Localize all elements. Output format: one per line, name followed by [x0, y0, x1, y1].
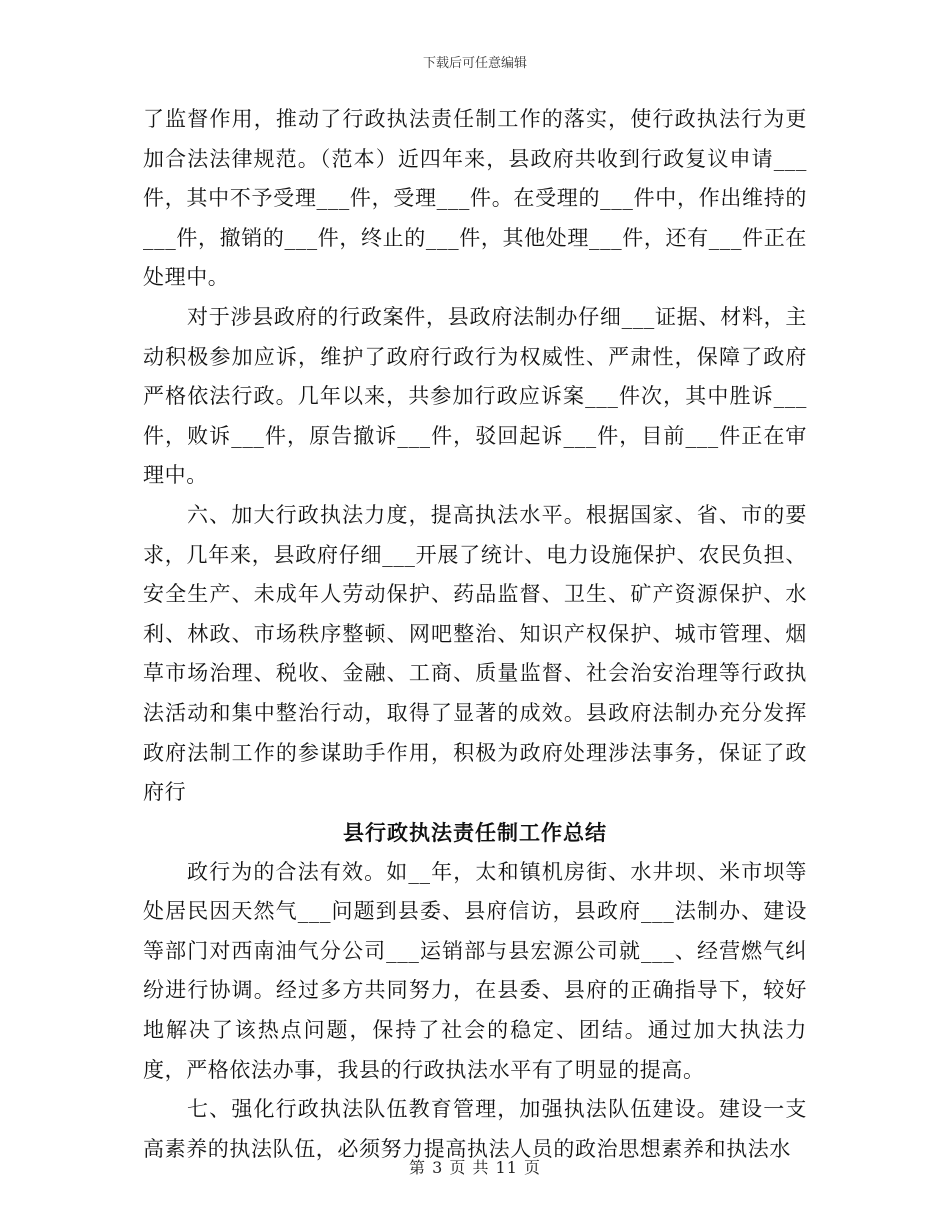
document-title: 县行政执法责任制工作总结 [343, 819, 607, 845]
paragraph-1: 了监督作用，推动了行政执法责任制工作的落实，使行政执法行为更加合法法律规范。（范本）近四年来，县政府共收到行政复议申请___件，其中不予受理___件，受理___件。在受理的___件中，作出维持的___件，撤销的___件，终止的___件，其他处理___件，还有___件正在处理中。 [143, 107, 807, 290]
paragraph-5: 七、强化行政执法队伍教育管理，加强执法队伍建设。建设一支高素养的执法队伍，必须努力提高执法人员的政治思想素养和执法水 [143, 1097, 807, 1161]
paragraph-3: 六、加大行政执法力度，提高执法水平。根据国家、省、市的要求，几年来，县政府仔细___开展了统计、电力设施保护、农民负担、安全生产、未成年人劳动保护、药品监督、卫生、矿产资源保护、水利、林政、市场秩序整顿、网吧整治、知识产权保护、城市管理、烟草市场治理、税收、金融、工商、质量监督、社会治安治理等行政执法活动和集中整治行动，取得了显著的成效。县政府法制办充分发挥政府法制工作的参谋助手作用，积极为政府处理涉法事务，保证了政府行 [143, 502, 807, 805]
paragraph-2: 对于涉县政府的行政案件，县政府法制办仔细___证据、材料，主动积极参加应诉，维护了政府行政行为权威性、严肃性，保障了政府严格依法行政。几年以来，共参加行政应诉案___件次，其中胜诉___件，败诉___件，原告撤诉___件，驳回起诉___件，目前___件正在审理中。 [143, 304, 807, 488]
page-number: 第 3 页 共 11 页 [409, 1158, 541, 1177]
paragraph-4: 政行为的合法有效。如__年，太和镇机房街、水井坝、米市坝等处居民因天然气___问题到县委、县府信访，县政府___法制办、建设等部门对西南油气分公司___运销部与县宏源公司就___、经营燃气纠纷进行协调。经过多方共同努力，在县委、县府的正确指导下，较好地解决了该热点问题，保持了社会的稳定、团结。通过加大执法力度，严格依法办事，我县的行政执法水平有了明显的提高。 [143, 859, 807, 1082]
header-note: 下载后可任意编辑 [422, 56, 527, 71]
document-body [143, 100, 807, 1169]
